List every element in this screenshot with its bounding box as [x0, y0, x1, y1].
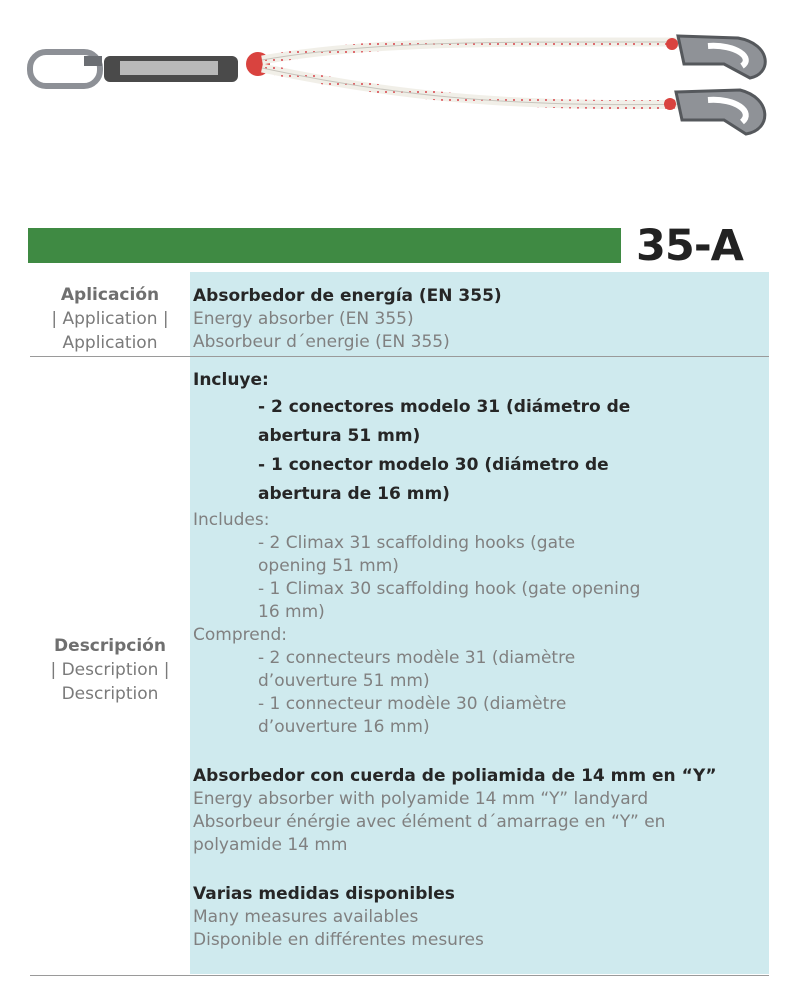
rope-fr: Absorbeur énérgie avec élément d´amarrage en “Y” en	[193, 812, 666, 832]
application-fr: Absorbeur d´energie (EN 355)	[193, 332, 450, 352]
includes-item-es: - 1 conector modelo 30 (diámetro de	[258, 455, 609, 475]
includes-item-es: abertura de 16 mm)	[258, 484, 450, 504]
row-divider	[190, 356, 769, 357]
includes-title-es: Incluye:	[193, 370, 269, 390]
application-label	[30, 283, 190, 355]
includes-item-en: 16 mm)	[258, 602, 325, 622]
includes-item-fr: - 2 connecteurs modèle 31 (diamètre	[258, 648, 576, 668]
application-label-es: Aplicación	[60, 285, 160, 305]
includes-item-en: - 2 Climax 31 scaffolding hooks (gate	[258, 533, 576, 553]
rope-es: Absorbedor con cuerda de poliamida de 14 mm en “Y”	[193, 766, 717, 786]
application-en: Energy absorber (EN 355)	[193, 309, 414, 329]
description-content	[193, 367, 768, 952]
sizes-es: Varias medidas disponibles	[193, 884, 455, 904]
includes-item-es: abertura 51 mm)	[258, 426, 421, 446]
row-divider	[30, 975, 769, 976]
includes-title-en: Includes:	[193, 510, 270, 530]
includes-item-fr: d’ouverture 16 mm)	[258, 717, 430, 737]
includes-item-fr: - 1 connecteur modèle 30 (diamètre	[258, 694, 567, 714]
includes-item-en: - 1 Climax 30 scaffolding hook (gate opening	[258, 579, 641, 599]
application-es: Absorbedor de energía (EN 355)	[193, 286, 502, 306]
includes-title-fr: Comprend:	[193, 625, 287, 645]
description-label	[30, 634, 190, 706]
sizes-en: Many measures availables	[193, 907, 419, 927]
includes-item-en: opening 51 mm)	[258, 556, 399, 576]
application-label-fr: Application	[62, 333, 158, 353]
description-label-en: | Description |	[50, 660, 170, 680]
includes-item-es: - 2 conectores modelo 31 (diámetro de	[258, 397, 631, 417]
application-label-en: | Application |	[51, 309, 169, 329]
section-accent-bar	[28, 228, 621, 263]
sizes-fr: Disponible en différentes mesures	[193, 930, 484, 950]
description-label-fr: Description	[61, 684, 159, 704]
row-divider	[30, 356, 190, 357]
rope-en: Energy absorber with polyamide 14 mm “Y” landyard	[193, 789, 649, 809]
description-label-es: Descripción	[54, 636, 166, 656]
application-content	[193, 285, 768, 354]
model-code-title: 35-A	[636, 221, 743, 271]
lanyard-energy-absorber-image	[24, 34, 774, 138]
rope-fr: polyamide 14 mm	[193, 835, 348, 855]
includes-item-fr: d’ouverture 51 mm)	[258, 671, 430, 691]
